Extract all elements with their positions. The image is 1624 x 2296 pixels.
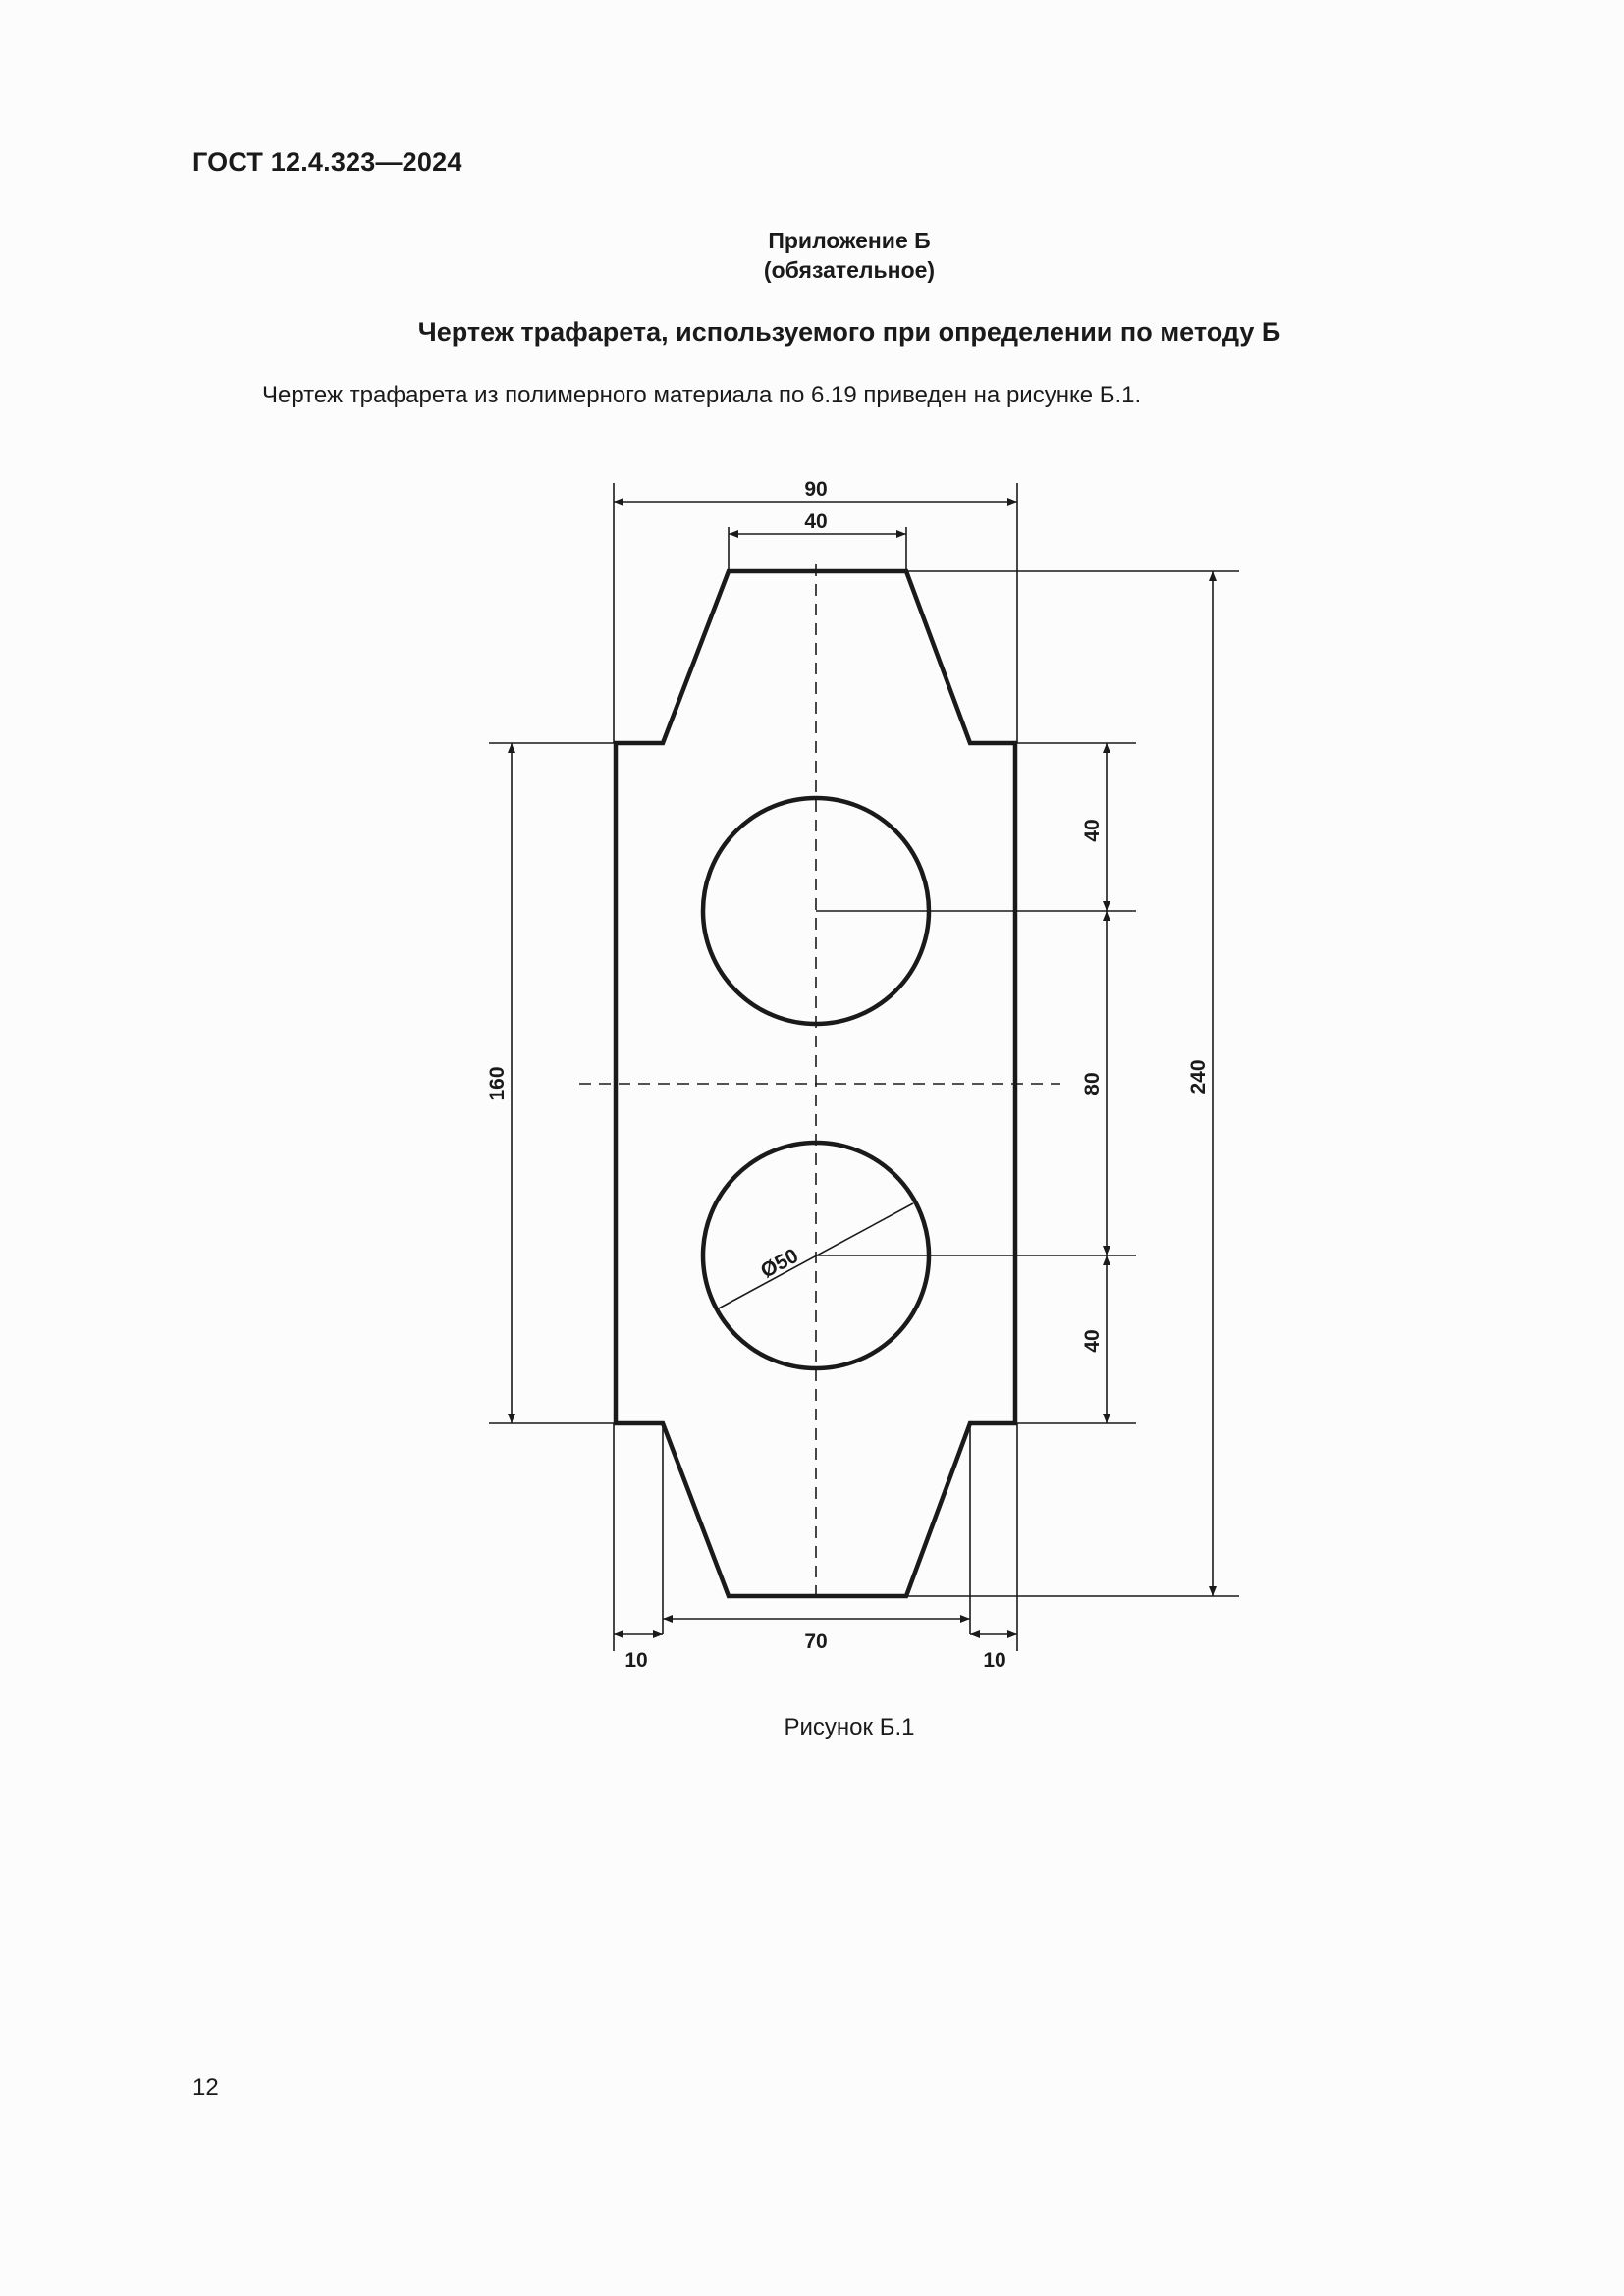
- hole-diameter-label: Ø50: [757, 1244, 802, 1283]
- dim-bottom-offset: 40: [1081, 1329, 1104, 1353]
- dim-top-width: 40: [804, 510, 828, 533]
- dim-right-step: 10: [983, 1649, 1006, 1672]
- page-number: 12: [192, 2074, 219, 2101]
- dim-body-height: 160: [486, 1066, 509, 1101]
- dim-top-offset: 40: [1081, 819, 1104, 842]
- intro-paragraph: Чертеж трафарета из полимерного материала по 6.19 приведен на рисунке Б.1.: [262, 382, 1142, 408]
- section-title: Чертеж трафарета, используемого при определении по методу Б: [417, 317, 1281, 347]
- dim-total-height: 240: [1187, 1059, 1210, 1095]
- figure-caption: Рисунок Б.1: [784, 1714, 915, 1740]
- dim-left-step: 10: [624, 1649, 648, 1672]
- dim-hole-spacing: 80: [1081, 1072, 1104, 1095]
- dim-total-width: 90: [804, 478, 828, 501]
- appendix-title: Приложение Б: [768, 228, 931, 253]
- dim-bottom-width: 70: [804, 1630, 828, 1653]
- appendix-status: (обязательное): [763, 257, 936, 283]
- document-code: ГОСТ 12.4.323—2024: [192, 147, 462, 177]
- diameter-line: [717, 1203, 913, 1309]
- extension-lines: [489, 483, 1239, 1651]
